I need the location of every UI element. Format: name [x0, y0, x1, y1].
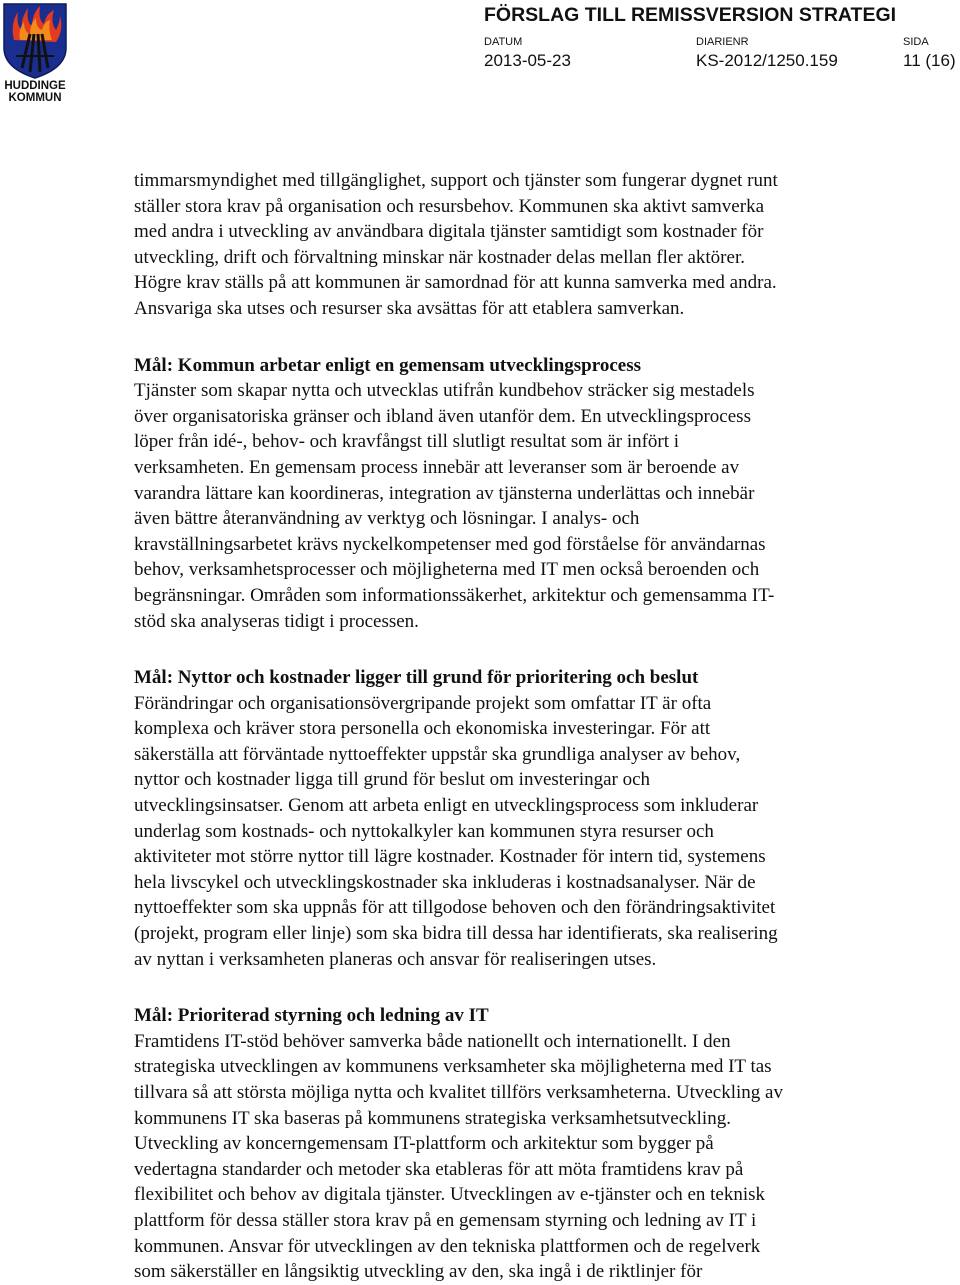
- text-line: nyttoeffekter som ska uppnås för att tillgodose behoven och den förändringsaktivitet: [134, 897, 776, 919]
- logo-text: [0, 80, 70, 104]
- text-line: utvecklingsinsatser. Genom att arbeta enligt en utvecklingsprocess som inkluderar: [134, 795, 759, 817]
- text-line: timmarsmyndighet med tillgänglighet, support och tjänster som fungerar dygnet runt: [134, 170, 778, 191]
- text-line: plattform för dessa ställer stora krav på en gemensam styrning och ledning av IT i: [134, 1209, 757, 1231]
- section-heading-nyttor: Mål: Nyttor och kostnader ligger till grund för prioritering och beslut: [134, 667, 699, 689]
- logo-text-line1: HUDDINGE: [4, 80, 66, 92]
- huddinge-kommun-logo: [0, 0, 70, 110]
- text-line: med andra i utveckling av användbara digitala tjänster samtidigt som kostnader för: [134, 221, 764, 243]
- datum-label: DATUM: [484, 36, 523, 48]
- section-heading-utvecklingsprocess: Mål: Kommun arbetar enligt en gemensam utvecklingsprocess: [134, 354, 641, 376]
- sida-value: 11 (16): [903, 51, 956, 70]
- text-line: tillvara så att största möjliga nytta och kvalitet tillförs verksamheterna. Utveckling av: [134, 1082, 783, 1103]
- document-body: [134, 168, 894, 1285]
- sida-label: SIDA: [903, 36, 929, 48]
- logo-text-line2: KOMMUN: [8, 92, 62, 104]
- text-line: Utveckling av koncerngemensam IT-plattform och arkitektur som bygger på: [134, 1133, 714, 1155]
- text-line: hela livscykel och utvecklingskostnader ska inkluderas i kostnadsanalyser. När de: [134, 871, 756, 893]
- text-line: vedertagna standarder och metoder ska etableras för att möta framtidens krav på: [134, 1158, 744, 1180]
- text-line: begränsningar. Områden som informationssäkerhet, arkitektur och gemensamma IT-: [134, 584, 775, 606]
- section-paragraph-styrning: [134, 1029, 894, 1285]
- text-line: underlag som kostnads- och nyttokalkyler kan kommunen styra resurser och: [134, 820, 714, 842]
- text-line: nyttor och kostnader ligga till grund för beslut om investeringar och: [134, 769, 651, 791]
- text-line: behov, verksamhetsprocesser och möjligheterna med IT men också beroenden och: [134, 559, 760, 581]
- text-line: kravställningsarbetet krävs nyckelkompetenser med god förståelse för användarnas: [134, 533, 766, 555]
- section-heading-styrning: Mål: Prioriterad styrning och ledning av IT: [134, 1005, 489, 1027]
- text-line: komplexa och kräver stora personella och ekonomiska investeringar. För att: [134, 718, 711, 740]
- text-line: säkerställa att förväntade nyttoeffekter uppstår ska grundliga analyser av behov,: [134, 743, 741, 765]
- text-line: över organisatoriska gränser och ibland även utanför dem. En utvecklingsprocess: [134, 405, 751, 427]
- document-title: FÖRSLAG TILL REMISSVERSION STRATEGI: [484, 4, 897, 26]
- text-line: kommunens IT ska baseras på kommunens strategiska verksamhetsutveckling.: [134, 1107, 731, 1129]
- text-line: Förändringar och organisationsövergripande projekt som omfattar IT är ofta: [134, 692, 712, 714]
- text-line: Framtidens IT-stöd behöver samverka både nationellt och internationellt. I den: [134, 1030, 731, 1052]
- diarienr-value: KS-2012/1250.159: [696, 51, 838, 70]
- text-line: Tjänster som skapar nytta och utvecklas utifrån kundbehov sträcker sig mestadels: [134, 380, 755, 402]
- text-line: flexibilitet och behov av digitala tjänster. Utvecklingen av e-tjänster och en teknisk: [134, 1184, 766, 1206]
- coat-of-arms-icon: [0, 0, 70, 80]
- text-line: av nyttan i verksamheten planeras och ansvar för realiseringen utses.: [134, 948, 657, 970]
- datum-value: 2013-05-23: [484, 51, 571, 70]
- text-line: aktiviteter mot större nyttor till lägre kostnader. Kostnader för intern tid, systemens: [134, 846, 766, 868]
- section-paragraph-utvecklingsprocess: [134, 378, 894, 634]
- text-line: löper från idé-, behov- och kravfångst till slutligt resultat som är infört i: [134, 431, 680, 453]
- text-line: stöd ska analyseras tidigt i processen.: [134, 610, 419, 632]
- text-line: utveckling, drift och förvaltning minskar när kostnader delas mellan fler aktörer.: [134, 246, 745, 268]
- text-line: även bättre återanvändning av verktyg och lösningar. I analys- och: [134, 508, 640, 530]
- text-line: verksamheten. En gemensam process innebär att leveranser som är beroende av: [134, 456, 740, 478]
- section-paragraph-nyttor: [134, 691, 894, 973]
- diarienr-label: DIARIENR: [696, 36, 749, 48]
- text-line: Ansvariga ska utses och resurser ska avsättas för att etablera samverkan.: [134, 297, 685, 319]
- text-line: (projekt, program eller linje) som ska bidra till dessa har identifierats, ska realisering: [134, 923, 778, 945]
- intro-paragraph: [134, 168, 894, 322]
- text-line: ställer stora krav på organisation och resursbehov. Kommunen ska aktivt samverka: [134, 195, 764, 217]
- text-line: som säkerställer en långsiktig utveckling av den, ska ingå i de riktlinjer för: [134, 1261, 703, 1283]
- text-line: strategiska utvecklingen av kommunens verksamheter ska möjligheterna med IT tas: [134, 1056, 772, 1078]
- text-line: Högre krav ställs på att kommunen är samordnad för att kunna samverka med andra.: [134, 272, 777, 294]
- text-line: varandra lättare kan koordineras, integration av tjänsterna underlättas och innebär: [134, 482, 755, 504]
- text-line: kommunen. Ansvar för utvecklingen av den tekniska plattformen och de regelverk: [134, 1235, 761, 1257]
